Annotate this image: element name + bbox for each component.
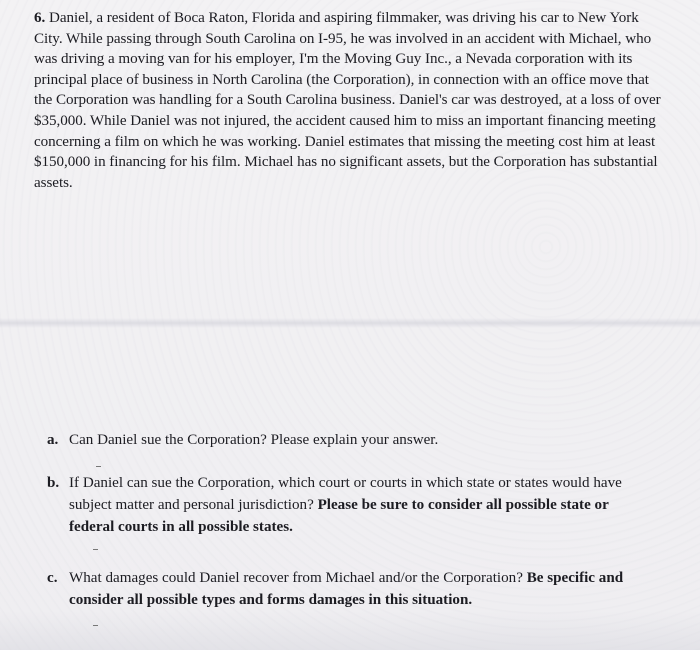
answer-dash [96, 466, 101, 467]
sub-question-plain-text: What damages could Daniel recover from Michael and/or the Corporation? [69, 570, 523, 586]
sub-question-emphasis: Be specific and consider all possible types and forms damages in this situation. [69, 570, 624, 608]
sub-question-b [47, 472, 657, 538]
sub-question-text [69, 472, 657, 538]
sub-question-plain-text: Can Daniel sue the Corporation? Please explain your answer. [69, 432, 439, 448]
sub-question-emphasis: Please be sure to consider all possible state or federal courts in all possible states. [69, 497, 609, 535]
answer-dash [93, 625, 98, 626]
sub-question-text [69, 429, 657, 451]
sub-question-letter: c. [47, 570, 58, 586]
page-bottom-shadow [0, 610, 700, 650]
question-paragraph [34, 8, 664, 193]
sub-question-a [47, 429, 657, 451]
question-text: Daniel, a resident of Boca Raton, Florida and aspiring filmmaker, was driving his car to New York City. While passing through South Carolina on I-95, he was involved in an accident with Michael, who was driving a moving van for his employer, I'm the Moving Guy Inc., a Nevada corporation with its principal place of business in North Carolina (the Corporation), in connection with an office move that the Corporation was handling for a South Carolina business. Daniel's car was destroyed, at a loss of over $35,000. While Daniel was not injured, the accident caused him to miss an important financing meeting concerning a film on which he was working. Daniel estimates that missing the meeting cost him at least $150,000 in financing for his film. Michael has no significant assets, but the Corporation has substantial assets. [34, 10, 661, 191]
sub-question-c [47, 567, 657, 611]
sub-question-letter: b. [47, 475, 60, 491]
sub-question-letter: a. [47, 432, 59, 448]
sub-question-text [69, 567, 657, 611]
sub-question-plain-text: If Daniel can sue the Corporation, which court or courts in which state or states would have subject matter and personal jurisdiction? [69, 475, 622, 513]
answer-dash [93, 549, 98, 550]
question-number: 6. [34, 10, 46, 26]
page-fold-shadow [0, 318, 700, 328]
